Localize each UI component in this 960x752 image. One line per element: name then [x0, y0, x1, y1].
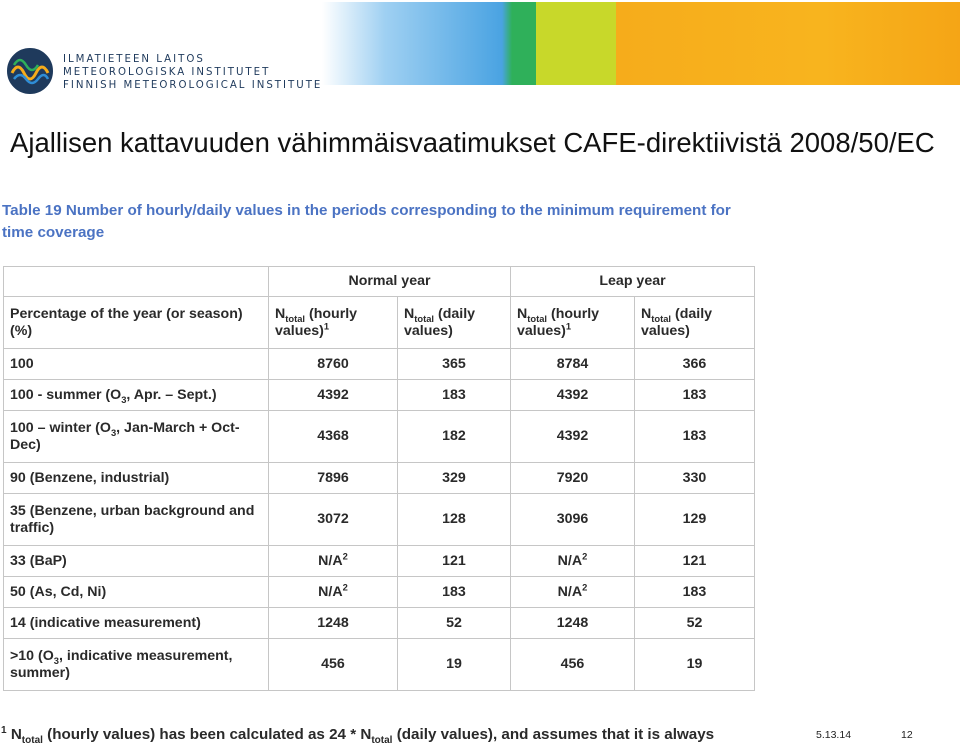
- value-cell: 52: [398, 608, 511, 639]
- row-label: 100: [4, 349, 269, 380]
- table-row: [4, 639, 755, 691]
- value-cell: 330: [635, 463, 755, 494]
- value-cell: 183: [398, 380, 511, 411]
- value-cell: 183: [635, 380, 755, 411]
- table-row: [4, 577, 755, 608]
- value-cell: 129: [635, 494, 755, 546]
- page-number: 12: [901, 729, 913, 741]
- table-row: [4, 411, 755, 463]
- table-row: [4, 463, 755, 494]
- value-cell: 3072: [269, 494, 398, 546]
- value-cell: 3096: [511, 494, 635, 546]
- row-label: 100 - summer ($O_3$, Apr. – Sept.): [4, 380, 269, 411]
- row-label: 35 (Benzene, urban background and traffic): [4, 494, 269, 546]
- value-cell: 182: [398, 411, 511, 463]
- value-cell: 183: [635, 577, 755, 608]
- coverage-table: [3, 266, 755, 691]
- value-cell: $N/A^2$: [511, 546, 635, 577]
- value-cell: 121: [635, 546, 755, 577]
- value-cell: 52: [635, 608, 755, 639]
- value-cell: 8760: [269, 349, 398, 380]
- value-cell: 4392: [511, 411, 635, 463]
- value-cell: 8784: [511, 349, 635, 380]
- table-subheader-row: [4, 297, 755, 349]
- leap-daily-header: $N_{total}$ (daily values): [635, 297, 755, 349]
- value-cell: 128: [398, 494, 511, 546]
- brand-line: ILMATIETEEN LAITOS: [63, 54, 205, 65]
- empty-header-cell: [4, 267, 269, 297]
- value-cell: 4368: [269, 411, 398, 463]
- table-row: [4, 380, 755, 411]
- leap-hourly-header: $N_{total}$ (hourly values)$^1$: [511, 297, 635, 349]
- table-caption: Table 19 Number of hourly/daily values in the periods corresponding to the minimum requirement for time coverage: [2, 202, 731, 241]
- row-label: 14 (indicative measurement): [4, 608, 269, 639]
- value-cell: 366: [635, 349, 755, 380]
- value-cell: 456: [269, 639, 398, 691]
- value-cell: 4392: [511, 380, 635, 411]
- row-label: >10 ($O_3$, indicative measurement, summer): [4, 639, 269, 691]
- table-header-row: [4, 267, 755, 297]
- value-cell: 1248: [269, 608, 398, 639]
- value-cell: $N/A^2$: [511, 577, 635, 608]
- value-cell: 183: [398, 577, 511, 608]
- row-label: 33 (BaP): [4, 546, 269, 577]
- value-cell: 19: [398, 639, 511, 691]
- table-row: [4, 494, 755, 546]
- row-label: 50 (As, Cd, Ni): [4, 577, 269, 608]
- fmi-logo-icon: [6, 47, 54, 95]
- percentage-header: Percentage of the year (or season) (%): [4, 297, 269, 349]
- value-cell: 183: [635, 411, 755, 463]
- header-banner: [322, 2, 960, 85]
- brand-line: FINNISH METEOROLOGICAL INSTITUTE: [63, 80, 323, 91]
- brand-line: METEOROLOGISKA INSTITUTET: [63, 67, 271, 78]
- value-cell: 19: [635, 639, 755, 691]
- slide-title: Ajallisen kattavuuden vähimmäisvaatimukset CAFE-direktiivistä 2008/50/EC: [10, 127, 935, 158]
- value-cell: $N/A^2$: [269, 577, 398, 608]
- value-cell: 329: [398, 463, 511, 494]
- value-cell: 7920: [511, 463, 635, 494]
- value-cell: 121: [398, 546, 511, 577]
- value-cell: 365: [398, 349, 511, 380]
- value-cell: 1248: [511, 608, 635, 639]
- value-cell: 4392: [269, 380, 398, 411]
- table-row: [4, 546, 755, 577]
- row-label: 100 – winter ($O_3$, Jan-March + Oct-Dec): [4, 411, 269, 463]
- row-label: 90 (Benzene, industrial): [4, 463, 269, 494]
- table-row: [4, 349, 755, 380]
- value-cell: $N/A^2$: [269, 546, 398, 577]
- brand-text: [63, 53, 322, 92]
- table-row: [4, 608, 755, 639]
- leap-year-header: Leap year: [511, 267, 755, 297]
- value-cell: 7896: [269, 463, 398, 494]
- normal-hourly-header: $N_{total}$ (hourly values)$^1$: [269, 297, 398, 349]
- footnote: $^1$ $N_{total}$ (hourly values) has been calculated as $24 * N_{total}$ (daily values), and assumes that it is always: [1, 724, 715, 747]
- footer-date: 5.13.14: [816, 729, 852, 741]
- normal-daily-header: $N_{total}$ (daily values): [398, 297, 511, 349]
- normal-year-header: Normal year: [269, 267, 511, 297]
- value-cell: 456: [511, 639, 635, 691]
